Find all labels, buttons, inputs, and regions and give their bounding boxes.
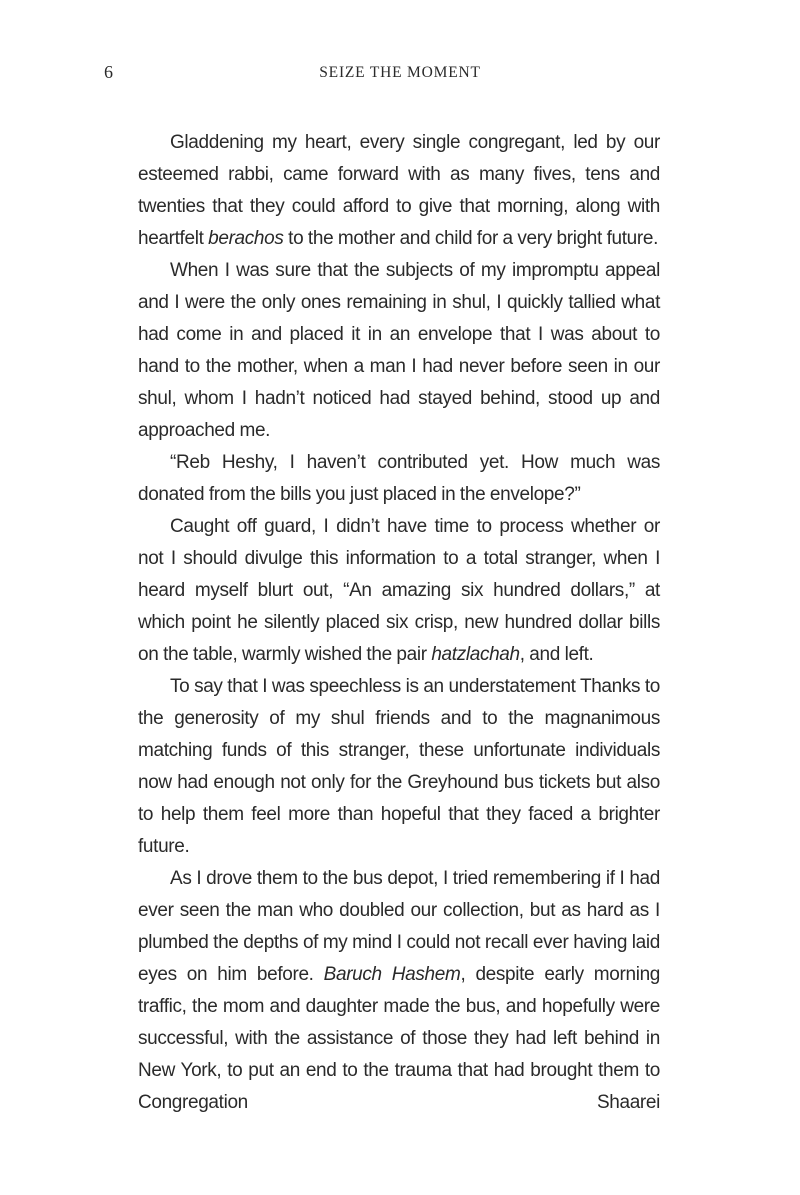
- paragraph: [138, 447, 660, 511]
- paragraph-text: As I drove them to the bus depot, I tried remembering if I had ever seen the man who doubled our collection, but as hard as I plumbed the depths of my mind I could not recall ever having laid eyes on him before.: [138, 868, 660, 985]
- paragraph-text: To say that I was speechless is an understatement Thanks to the generosity of my shul friends and to the magnanimous matching funds of this stranger, these unfortunate individuals now had enough not only for the Greyhound bus tickets but also to help them feel more than hopeful that they faced a brighter future.: [138, 676, 660, 857]
- paragraph-text: , despite early morning traffic, the mom and daughter made the bus, and hopefully were successful, with the assistance of those they had left behind in New York, to put an end to the trauma that had brought them to Congregation Shaarei: [138, 964, 660, 1113]
- paragraph: [138, 511, 660, 671]
- paragraph-text: When I was sure that the subjects of my impromptu appeal and I were the only ones remaining in shul, I quickly tallied what had come in and placed it in an envelope that I was about to hand to the mother, when a man I had never before seen in our shul, whom I hadn’t noticed had stayed behind, stood up and approached me.: [138, 260, 660, 441]
- running-head: SEIZE THE MOMENT: [319, 64, 481, 81]
- page-number: 6: [104, 62, 113, 82]
- italic-term: hatzlachah: [431, 644, 520, 665]
- paragraph: [138, 127, 660, 255]
- paragraph: [138, 671, 660, 863]
- paragraph: [138, 863, 660, 1119]
- paragraph: [138, 255, 660, 447]
- paragraph-text: , and left.: [519, 644, 594, 665]
- paragraph-text: “Reb Heshy, I haven’t contributed yet. How much was donated from the bills you just placed in the envelope?”: [138, 452, 660, 505]
- body-text: [138, 127, 660, 1119]
- paragraph-text: Caught off guard, I didn’t have time to process whether or not I should divulge this information to a total stranger, when I heard myself blurt out, “An amazing six hundred dollars,” at which point he silently placed six crisp, new hundred dollar bills on the table, warmly wished the pair: [138, 516, 660, 665]
- italic-term: berachos: [208, 228, 284, 249]
- paragraph-text: Gladdening my heart, every single congregant, led by our esteemed rabbi, came forward with as many fives, tens and twenties that they could afford to give that morning, along with heartfelt: [138, 132, 660, 249]
- italic-term: Baruch Hashem: [323, 964, 461, 985]
- paragraph-text: to the mother and child for a very bright future.: [283, 228, 658, 249]
